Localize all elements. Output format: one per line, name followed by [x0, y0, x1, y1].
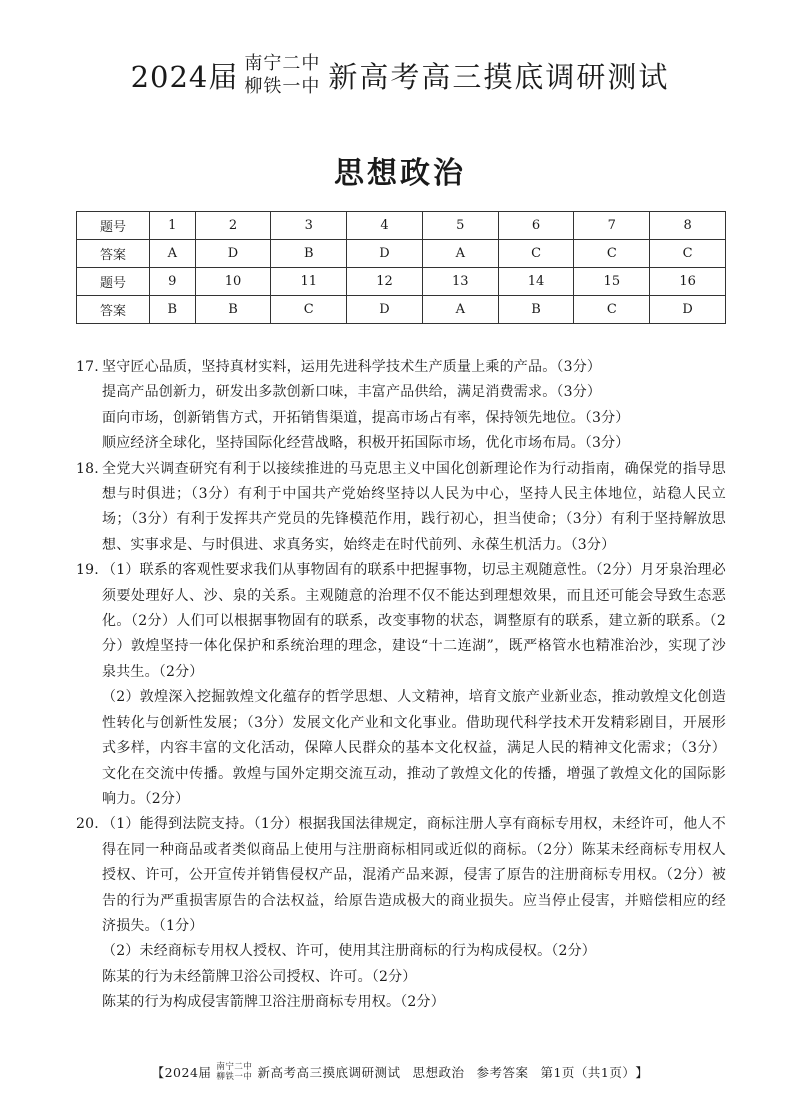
footer-subject: 思想政治	[412, 1065, 465, 1080]
table-cell: 2	[195, 212, 271, 240]
answer-paragraph: （1）联系的客观性要求我们从事物固有的联系中把握事物，切忌主观随意性。（2分）月牙泉治理必须要处理好人、沙、泉的关系。主观随意的治理不仅不能达到理想效果，而且还可能会导致生态恶化。（2分）人们可以根据事物固有的联系，改变事物的状态，调整原有的联系，建立新的联系。（2分）敦煌坚持一体化保护和系统治理的理念，建设“十二连湖”，既严格管水也精准治沙，实现了沙泉共生。（2分）	[102, 562, 726, 680]
header-school-2: 柳铁一中	[244, 76, 321, 97]
footer-title: 新高考高三摸底调研测试	[257, 1065, 401, 1080]
row-label: 答案	[77, 296, 150, 324]
row-label: 题号	[77, 268, 150, 296]
table-row	[77, 296, 726, 324]
header-schools	[244, 52, 320, 98]
table-cell: A	[150, 240, 196, 268]
table-cell: 4	[347, 212, 423, 240]
answer-paragraph: 面向市场，创新销售方式，开拓销售渠道，提高市场占有率，保持领先地位。（3分）	[102, 409, 630, 426]
footer-school-2: 柳铁一中	[216, 1072, 253, 1082]
table-cell: B	[195, 296, 271, 324]
subject-title: 思想政治	[334, 156, 466, 191]
footer-schools	[216, 1062, 252, 1082]
question-answer-text	[102, 558, 726, 812]
table-row	[77, 268, 726, 296]
footer-school-1: 南宁二中	[216, 1062, 253, 1072]
question-number: 20.	[76, 816, 99, 833]
table-cell: D	[347, 296, 423, 324]
table-cell: 7	[574, 212, 650, 240]
header-school-1: 南宁二中	[244, 53, 321, 74]
footer-page-info: 第1页（共1页）	[540, 1065, 636, 1080]
question-number: 18.	[76, 460, 99, 477]
table-cell: B	[498, 296, 574, 324]
table-cell: 14	[498, 268, 574, 296]
table-cell: 13	[422, 268, 498, 296]
table-row	[77, 240, 726, 268]
table-cell: C	[650, 240, 726, 268]
answer-table-body	[77, 212, 726, 324]
table-cell: 10	[195, 268, 271, 296]
question-answer	[76, 355, 726, 457]
answer-paragraph: 提高产品创新力，研发出多款创新口味，丰富产品供给，满足消费需求。（3分）	[102, 384, 602, 401]
table-cell: C	[498, 240, 574, 268]
answer-paragraph: 顺应经济全球化，坚持国际化经营战略，积极开拓国际市场，优化市场布局。（3分）	[102, 435, 630, 452]
answer-paragraph: 坚守匠心品质，坚持真材实料，运用先进科学技术生产质量上乘的产品。（3分）	[102, 359, 602, 375]
table-cell: 12	[347, 268, 423, 296]
question-answer	[76, 558, 726, 812]
table-cell: A	[422, 296, 498, 324]
answer-body	[76, 355, 726, 1016]
footer-doc-type: 参考答案	[476, 1065, 529, 1080]
table-cell: D	[650, 296, 726, 324]
page-footer	[0, 1062, 800, 1082]
answer-paragraph: 全党大兴调查研究有利于以接续推进的马克思主义中国化创新理论作为行动指南，确保党的指导思想与时俱进；（3分）有利于中国共产党始终坚持以人民为中心，坚持人民主体地位，站稳人民立场；（3分）有利于发挥共产党员的先锋模范作用，践行初心，担当使命；（3分）有利于坚持解放思想、实事求是、与时俱进、求真务实，始终走在时代前列、永葆生机活力。（3分）	[102, 460, 726, 553]
table-cell: 15	[574, 268, 650, 296]
table-cell: 5	[422, 212, 498, 240]
question-answer-text	[102, 457, 726, 559]
question-answer	[76, 457, 726, 559]
footer-open-bracket: 【	[151, 1065, 165, 1080]
table-cell: C	[271, 296, 347, 324]
question-answer-text	[102, 355, 726, 457]
answer-paragraph: 陈某的行为构成侵害箭牌卫浴注册商标专用权。（2分）	[102, 994, 445, 1011]
table-cell: 1	[150, 212, 196, 240]
table-cell: A	[422, 240, 498, 268]
question-answer	[76, 812, 726, 1015]
header-title: 新高考高三摸底调研测试	[328, 59, 670, 94]
table-cell: 8	[650, 212, 726, 240]
row-label: 答案	[77, 240, 150, 268]
footer-close-bracket: 】	[635, 1065, 649, 1080]
question-number: 19.	[76, 562, 99, 579]
table-cell: B	[271, 240, 347, 268]
table-cell: 3	[271, 212, 347, 240]
header-year: 2024届	[130, 59, 239, 94]
question-answer-text	[102, 812, 726, 1015]
answer-paragraph: （2）未经商标专用权人授权、许可，使用其注册商标的行为构成侵权。（2分）	[102, 943, 597, 960]
table-cell: D	[195, 240, 271, 268]
answer-paragraph: （2）敦煌深入挖掘敦煌文化蕴存的哲学思想、人文精神，培育文旅产业新业态，推动敦煌文化创造性转化与创新性发展；（3分）发展文化产业和文化事业。借助现代科学技术开发精彩剧目，开展形式多样，内容丰富的文化活动，保障人民群众的基本文化权益，满足人民的精神文化需求；（3分）文化在交流中传播。敦煌与国外定期交流互动，推动了敦煌文化的传播，增强了敦煌文化的国际影响力。（2分）	[102, 689, 726, 807]
answer-table	[76, 211, 726, 324]
table-cell: 9	[150, 268, 196, 296]
document-header	[0, 52, 800, 98]
table-cell: C	[574, 296, 650, 324]
question-number: 17.	[76, 359, 99, 375]
table-row	[77, 212, 726, 240]
table-cell: 6	[498, 212, 574, 240]
table-cell: 11	[271, 268, 347, 296]
table-cell: B	[150, 296, 196, 324]
answer-paragraph: 陈某的行为未经箭牌卫浴公司授权、许可。（2分）	[102, 968, 417, 985]
answer-paragraph: （1）能得到法院支持。（1分）根据我国法律规定，商标注册人享有商标专用权，未经许可，他人不得在同一种商品或者类似商品上使用与注册商标相同或近似的商标。（2分）陈某未经商标专用权人授权、许可，公开宣传并销售侵权产品，混淆产品来源，侵害了原告的注册商标专用权。（2分）被告的行为严重损害原告的合法权益，给原告造成极大的商业损失。应当停止侵害，并赔偿相应的经济损失。（1分）	[102, 816, 726, 934]
table-cell: C	[574, 240, 650, 268]
table-cell: 16	[650, 268, 726, 296]
row-label: 题号	[77, 212, 150, 240]
table-cell: D	[347, 240, 423, 268]
footer-year: 2024届	[164, 1065, 212, 1080]
